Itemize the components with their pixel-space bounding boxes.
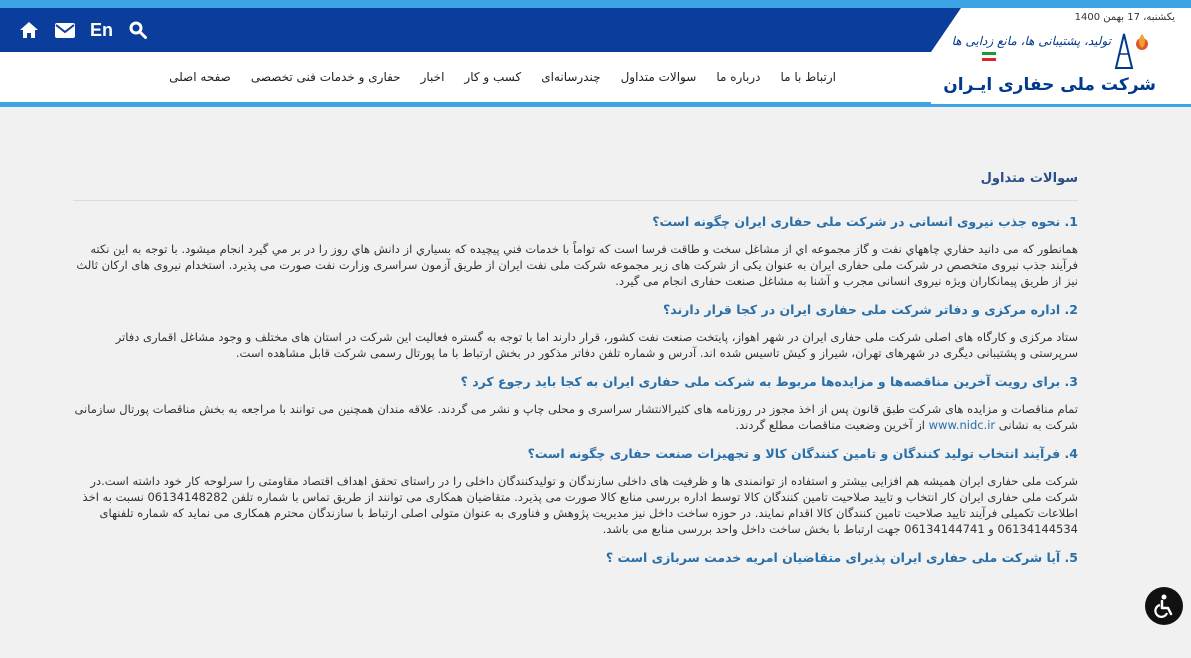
faq-answer: همانطور که می دانید حفاري چاههاي نفت و گاز مجموعه اي از مشاغل سخت و طاقت فرسا است که تواماً با خدمات فني پیچیده که بسیاري از دانش هاي روز را در بر مي گیرد انجام میشود. با توجه به این نکته فرآیند جذب نیروی متخصص در شرکت ملی حفاری ایران به عنوان یکی از شرکت های زیر مجموعه شرکت ملی نفت ایران از طریق آزمون سراسری وزارت نفت صورت می پذیرد. استخدام نیروی های ارکان ثالث نیز از طریق پیمانکاران ویژه نیروی انسانی مجرب و آشنا به مشاغل صنعت حفاری انجام می گیرد. xyxy=(76,242,1078,288)
home-icon[interactable] xyxy=(18,19,40,41)
accessibility-icon[interactable] xyxy=(1145,587,1183,625)
faq-answer: ستاد مرکزی و کارگاه های اصلی شرکت ملی حفاری ایران در شهر اهواز، پایتخت صنعت نفت کشور، قرار دارند اما با توجه به گستره فعالیت این شرکت در استان های مختلف و وجود مشاغل اقماری دفاتر سرپرستی و پشتیبانی دیگری در شهرهای تهران، شیراز و کیش تاسیس شده اند. آدرس و شماره تلفن دفاتر مذکور در بخش ارتباط با ما پورتال رسمی شرکت قابل مشاهده است. xyxy=(115,330,1078,360)
nav-item-drilling-services[interactable]: حفاری و خدمات فنی تخصصی xyxy=(250,70,401,84)
nav-item-news[interactable]: اخبار xyxy=(420,70,445,84)
faq-answer xyxy=(73,401,1078,433)
nav-item-home[interactable]: صفحه اصلی xyxy=(169,70,231,84)
nav-item-business[interactable]: کسب و کار xyxy=(464,70,522,84)
nav-item-faq[interactable]: سوالات متداول xyxy=(620,70,697,84)
faq-question: 5. آیا شرکت ملی حفاری ایران پذیرای متقاضیان امریه خدمت سربازی است ؟ xyxy=(605,550,1078,565)
logo-company-name: شرکت ملی حفاری ایـران xyxy=(943,75,1156,95)
nav-item-about[interactable]: درباره ما xyxy=(716,70,761,84)
nav-item-contact[interactable]: ارتباط با ما xyxy=(780,70,836,84)
faq-content xyxy=(73,165,1078,567)
faq-answer: شرکت ملی حفاری ایران همیشه هم افزایی بیشتر و استفاده از توانمندی ها و ظرفیت های داخلی سازندگان و تولیدکنندگان داخلی را در راستای تحقق اهداف اقتصاد مقاومتی را سرلوحه کار خود داشته است.در شرکت ملی حفاری ایران کار انتخاب و تایید صلاحیت تامین کنندگان کالا توسط اداره بررسی منابع کالا صورت می پذیرد. متقاضیان همکاری می توانند از طریق تماس با شماره تلفن 06134148282 نسبت به اخذ اطلاعات تکمیلی فرآیند تایید صلاحیت تامین کنندگان کالا اقدام نمایند. در حوزه ساخت داخل نیز مدیریت پژوهش و فناوری به عنوان متولی اصلی ارتباط با سازندگان محترم همکاری می نماید که شماره تلفنهای 06134144534 و 06134144741 جهت ارتباط با بخش ساخت داخل واحد بررسی منابع می باشد. xyxy=(82,474,1078,536)
language-toggle[interactable]: En xyxy=(90,19,114,40)
faq-question: 4. فرآیند انتخاب تولید کنندگان و تامین کنندگان کالا و تجهیزات صنعت حفاری چگونه است؟ xyxy=(527,446,1078,461)
faq-answer-text: تمام مناقصات و مزایده های شرکت طبق قانون پس از اخذ مجوز در روزنامه های کثیرالانتشار سراسری و محلی چاپ و نشر می گردند. علاقه مندان همچنین می توانند با مراجعه به بخش مناقصات پورتال سازمانی شرکت به نشانی xyxy=(74,402,1078,432)
mail-icon[interactable] xyxy=(54,19,76,41)
faq-answer-text: از آخرین وضعیت مناقصات مطلع گردند. xyxy=(735,418,929,432)
faq-question: 3. برای رویت آخرین مناقصه‌ها و مزایده‌ها مربوط به شرکت ملی حفاری ایران به کجا باید رجوع کرد ؟ xyxy=(460,374,1078,389)
faq-question: 2. اداره مرکزی و دفاتر شرکت ملی حفاری ایران در کجا قرار دارند؟ xyxy=(663,302,1078,317)
logo-slogan: تولید، پشتیبانی ها، مانع زدایی ها xyxy=(951,34,1111,48)
page-title: سوالات متداول xyxy=(73,165,1078,201)
nidc-link[interactable]: www.nidc.ir xyxy=(928,418,996,432)
main-nav xyxy=(169,70,836,84)
search-icon[interactable] xyxy=(127,19,149,41)
header-icons xyxy=(18,18,149,42)
nav-item-multimedia[interactable]: چندرسانه‌ای xyxy=(541,70,601,84)
faq-question: 1. نحوه جذب نیروی انسانی در شرکت ملی حفاری ایران چگونه است؟ xyxy=(652,214,1078,229)
top-accent-stripe xyxy=(0,0,1191,8)
current-date: یکشنبه، 17 بهمن 1400 xyxy=(1074,12,1175,23)
